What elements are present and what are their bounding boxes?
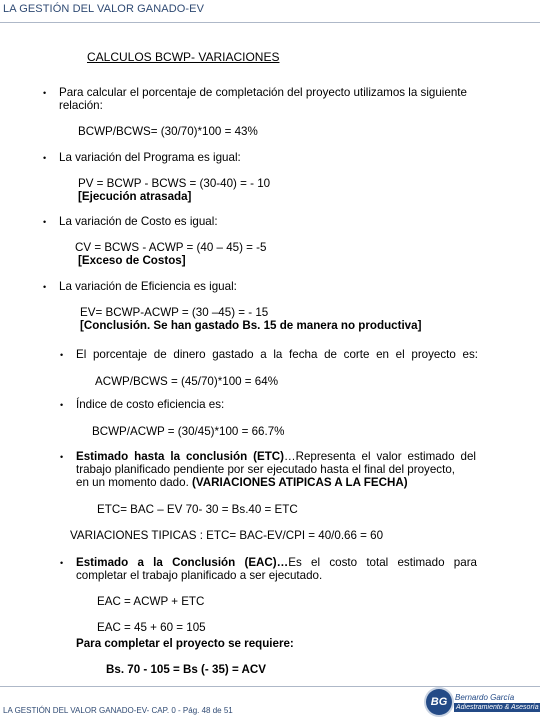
formula-acwp-bcws: ACWP/BCWS = (45/70)*100 = 64% [95, 375, 279, 388]
eac-definition: Es el costo total estimado para [288, 556, 477, 569]
paragraph-line: relación: [59, 99, 103, 112]
completion-requirement: Para completar el proyecto se requiere: [76, 637, 294, 650]
bullet-icon: • [43, 217, 47, 227]
etc-definition: …Representa el valor estimado del [284, 450, 476, 463]
paragraph-line: trabajo planificado pendiente por ser ejecutado hasta el final del proyecto, [76, 463, 455, 476]
formula-etc: ETC= BAC – EV 70- 30 = Bs.40 = ETC [97, 503, 298, 516]
logo-badge-icon: BG [426, 689, 452, 715]
page-header [0, 0, 540, 23]
note-cv: [Exceso de Costos] [78, 254, 186, 267]
formula-pv: PV = BCWP - BCWS = (30-40) = - 10 [78, 177, 271, 190]
company-logo [424, 689, 538, 719]
formula-typical: VARIACIONES TIPICAS : ETC= BAC-EV/CPI = 40/0.66 = 60 [70, 529, 384, 542]
formula-cv: CV = BCWS - ACWP = (40 – 45) = -5 [75, 241, 267, 254]
etc-definition-end: en un momento dado. [76, 476, 189, 489]
paragraph-line: La variación de Eficiencia es igual: [59, 280, 237, 293]
bullet-icon: • [60, 350, 64, 360]
bullet-icon: • [60, 558, 64, 568]
eac-term: Estimado a la Conclusión (EAC)… [76, 556, 289, 569]
page-footer [0, 686, 540, 721]
formula-bcwp-bcws: BCWP/BCWS= (30/70)*100 = 43% [78, 125, 258, 138]
paragraph-line [76, 450, 476, 463]
bullet-icon: • [43, 153, 47, 163]
formula-cpi: BCWP/ACWP = (30/45)*100 = 66.7% [92, 425, 285, 438]
etc-atypical-note: (VARIACIONES ATIPICAS A LA FECHA) [192, 476, 408, 489]
note-pv: [Ejecución atrasada] [78, 190, 192, 203]
header-title: LA GESTIÓN DEL VALOR GANADO-EV [3, 3, 205, 15]
paragraph-line: Para calcular el porcentaje de completación del proyecto utilizamos la siguiente [59, 86, 467, 99]
formula-eac-value: EAC = 45 + 60 = 105 [97, 621, 206, 634]
bullet-icon: • [60, 452, 64, 462]
page-title: CALCULOS BCWP- VARIACIONES [87, 50, 280, 64]
logo-name: Bernardo García [455, 693, 515, 702]
paragraph-line: El porcentaje de dinero gastado a la fecha de corte en el proyecto es: [76, 348, 478, 361]
formula-ev: EV= BCWP-ACWP = (30 –45) = - 15 [80, 306, 269, 319]
formula-eac: EAC = ACWP + ETC [97, 595, 205, 608]
paragraph-line [76, 476, 408, 489]
bullet-icon: • [43, 88, 47, 98]
paragraph-line: completar el trabajo planificado a ser ejecutado. [76, 569, 323, 582]
logo-subtitle: Adiestramiento & Asesoría [456, 704, 539, 711]
formula-acv: Bs. 70 - 105 = Bs (- 35) = ACV [106, 663, 267, 676]
etc-term: Estimado hasta la conclusión (ETC) [76, 450, 285, 463]
paragraph-line: Índice de costo eficiencia es: [76, 398, 225, 411]
paragraph-line [76, 556, 477, 569]
paragraph-line: La variación del Programa es igual: [59, 151, 241, 164]
paragraph-line: La variación de Costo es igual: [59, 215, 218, 228]
bullet-icon: • [43, 282, 47, 292]
note-ev: [Conclusión. Se han gastado Bs. 15 de manera no productiva] [80, 319, 422, 332]
footer-text: LA GESTIÓN DEL VALOR GANADO-EV- CAP. 0 - Pág. 48 de 51 [3, 706, 233, 715]
bullet-icon: • [60, 400, 64, 410]
